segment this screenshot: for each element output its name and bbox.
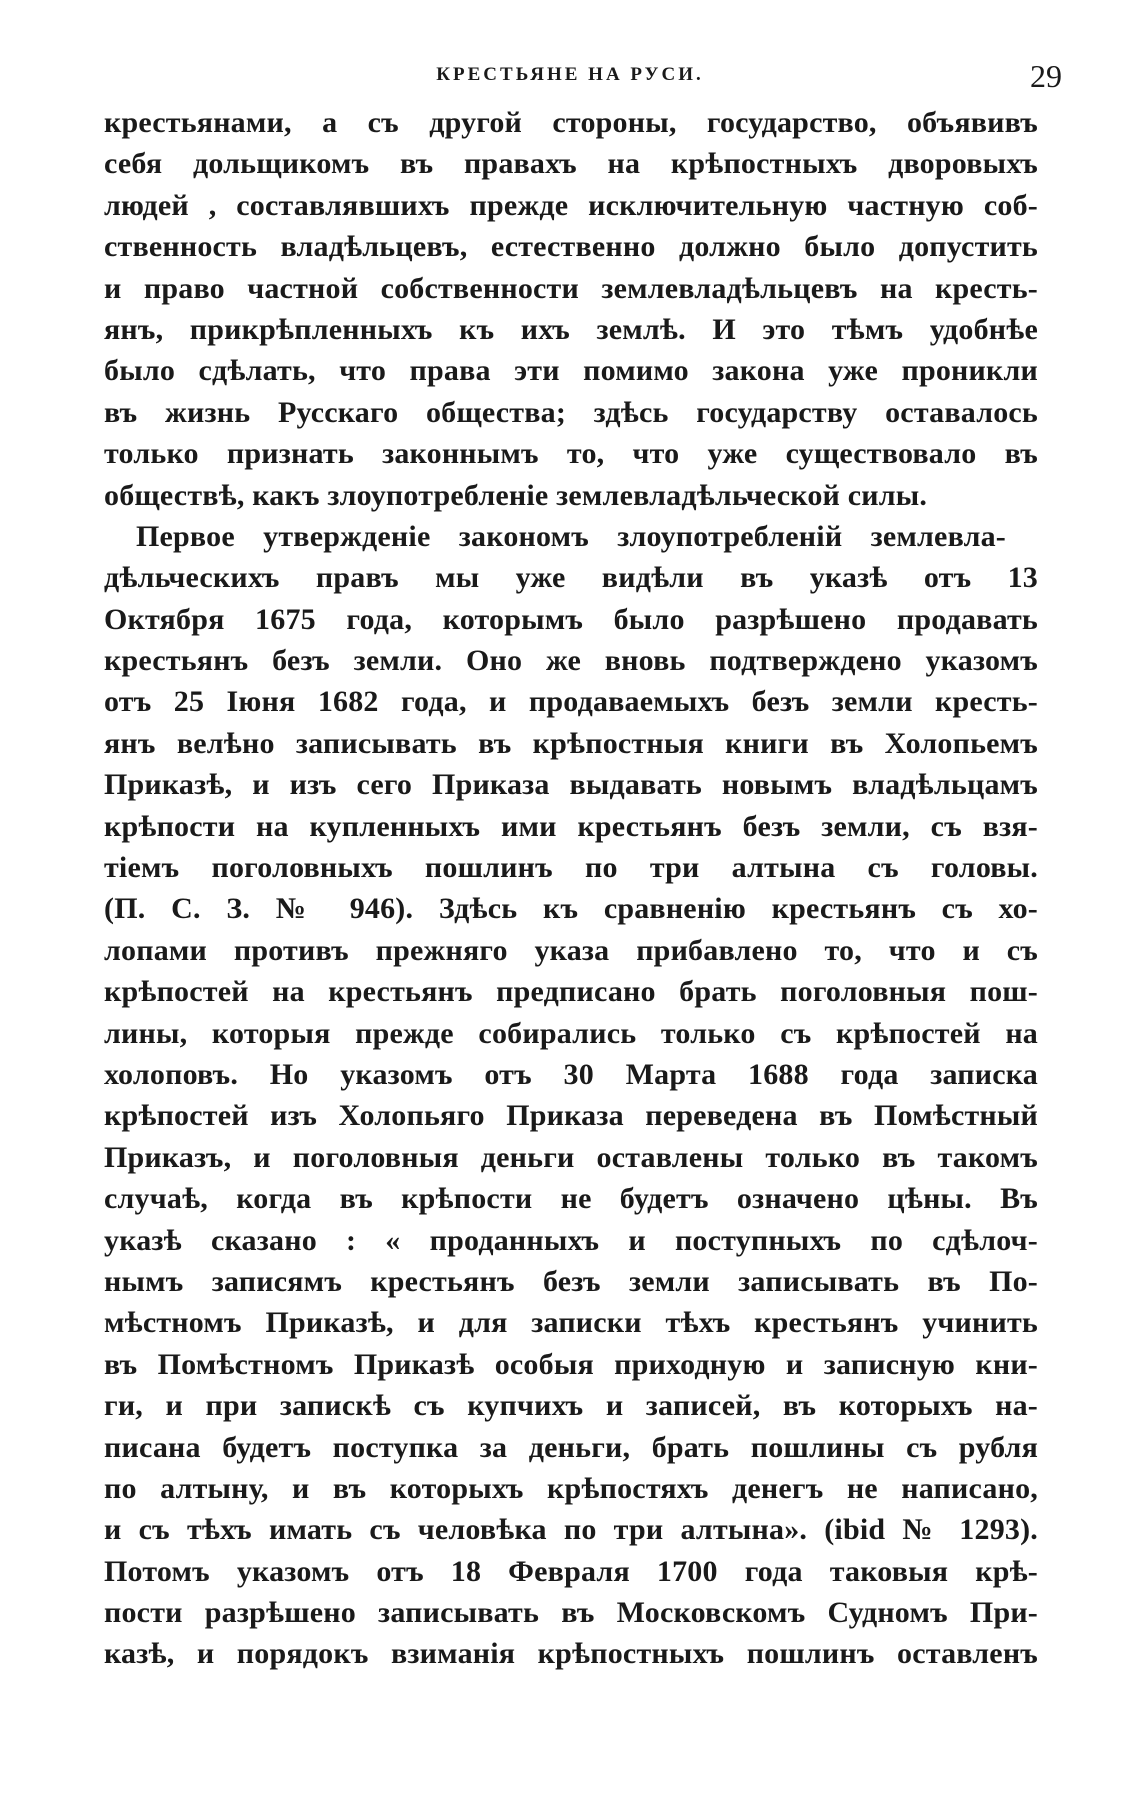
text-line: и съ тѣхъ имать съ человѣка по три алтына». (ibid № 1293).	[104, 1513, 1038, 1547]
text-line: казѣ, и порядокъ взиманія крѣпостныхъ пошлинъ оставленъ	[104, 1637, 1038, 1671]
text-line: обществѣ, какъ злоупотребленіе землевладѣльческой силы.	[104, 478, 928, 512]
text-line: людей , составлявшихъ прежде исключительную частную соб-	[104, 188, 1038, 222]
text-line: отъ 25 Іюня 1682 года, и продаваемыхъ безъ земли кресть-	[104, 685, 1038, 719]
text-line: себя дольщикомъ въ правахъ на крѣпостныхъ дворовыхъ	[104, 147, 1038, 181]
text-line: Октября 1675 года, которымъ было разрѣшено продавать	[104, 602, 1038, 636]
text-line: (П. С. З. № 946). Здѣсь къ сравненію крестьянъ съ хо-	[104, 892, 1038, 926]
text-line: ги, и при запискѣ съ купчихъ и записей, въ которыхъ на-	[104, 1389, 1038, 1423]
text-line: холоповъ. Но указомъ отъ 30 Марта 1688 года записка	[104, 1057, 1038, 1091]
text-line: Первое утвержденіе закономъ злоупотребленій землевла-	[136, 519, 1006, 553]
text-line: только признать законнымъ то, что уже существовало въ	[104, 437, 1038, 471]
text-line: пости разрѣшено записывать въ Московскомъ Судномъ При-	[104, 1596, 1038, 1630]
paragraph-2	[104, 516, 1038, 1675]
text-line: и право частной собственности землевладѣльцевъ на кресть-	[104, 271, 1038, 305]
text-line: нымъ записямъ крестьянъ безъ земли записывать въ По-	[104, 1264, 1038, 1298]
text-line: писана будетъ поступка за деньги, брать пошлины съ рубля	[104, 1430, 1038, 1464]
text-line: дѣльческихъ правъ мы уже видѣли въ указѣ отъ 13	[104, 561, 1038, 595]
page-number: 29	[1030, 58, 1062, 94]
running-head	[0, 58, 1140, 98]
paragraph-1	[104, 102, 1038, 516]
text-line: указѣ сказано : « проданныхъ и поступныхъ по сдѣлоч-	[104, 1223, 1038, 1257]
text-line: крѣпостей на крестьянъ предписано брать поголовныя пош-	[104, 975, 1038, 1009]
text-line: Приказъ, и поголовныя деньги оставлены только въ такомъ	[104, 1140, 1038, 1174]
text-line: крѣпостей изъ Холопьяго Приказа переведена въ Помѣстный	[104, 1099, 1038, 1133]
text-line: случаѣ, когда въ крѣпости не будетъ означено цѣны. Въ	[104, 1182, 1038, 1216]
text-line: Приказѣ, и изъ сего Приказа выдавать новымъ владѣльцамъ	[104, 768, 1038, 802]
text-line: крестьянъ безъ земли. Оно же вновь подтверждено указомъ	[104, 644, 1038, 678]
text-line: янъ, прикрѣпленныхъ къ ихъ землѣ. И это тѣмъ удобнѣе	[104, 312, 1038, 346]
text-line: ственность владѣльцевъ, естественно должно было допустить	[104, 230, 1038, 264]
text-line: было сдѣлать, что права эти помимо закона уже проникли	[104, 354, 1038, 388]
text-line: въ жизнь Русскаго общества; здѣсь государству оставалось	[104, 395, 1038, 429]
text-line: крѣпости на купленныхъ ими крестьянъ безъ земли, съ взя-	[104, 809, 1038, 843]
text-line: Потомъ указомъ отъ 18 Февраля 1700 года таковыя крѣ-	[104, 1554, 1038, 1588]
text-line: лопами противъ прежняго указа прибавлено то, что и съ	[104, 933, 1038, 967]
body-text	[104, 102, 1038, 1675]
running-title: КРЕСТЬЯНЕ НА РУСИ.	[436, 64, 704, 85]
text-line: янъ велѣно записывать въ крѣпостныя книги въ Холопьемъ	[104, 726, 1038, 760]
text-line: въ Помѣстномъ Приказѣ особыя приходную и записную кни-	[104, 1347, 1038, 1381]
text-line: тіемъ поголовныхъ пошлинъ по три алтына съ головы.	[104, 851, 1038, 885]
text-line: крестьянами, а съ другой стороны, государство, объявивъ	[104, 106, 1038, 139]
text-line: лины, которыя прежде собирались только съ крѣпостей на	[104, 1016, 1038, 1050]
text-line: мѣстномъ Приказѣ, и для записки тѣхъ крестьянъ учинить	[104, 1306, 1038, 1340]
text-line: по алтыну, и въ которыхъ крѣпостяхъ денегъ не написано,	[104, 1471, 1038, 1505]
